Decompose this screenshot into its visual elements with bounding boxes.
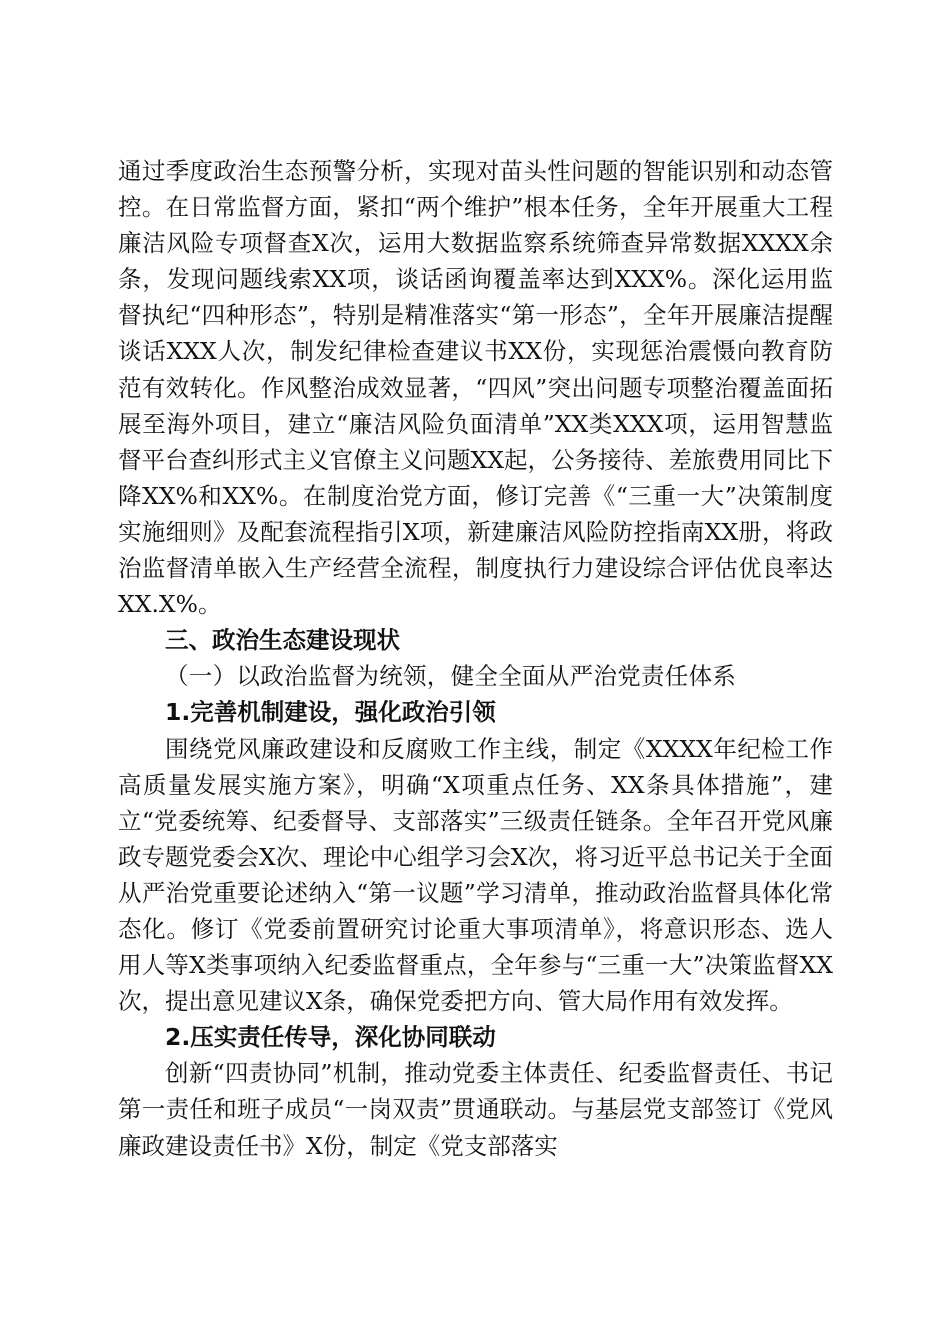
item1-heading: 1.完善机制建设，强化政治引领 (165, 698, 496, 727)
paragraph-continuation: 通过季度政治生态预警分析，实现对苗头性问题的智能识别和动态管控。在日常监督方面，紧扣“两个维护”根本任务，全年开展重大工程廉洁风险专项督查X次，运用大数据监察系统筛查异常数据XXXX余条，发现问题线索XX项，谈话函询覆盖率达到XXX%。深化运用监督执纪“四种形态”，特别是精准落实“第一形态”，全年开展廉洁提醒谈话XXX人次，制发纪律检查建议书XX份，实现惩治震慑向教育防范有效转化。作风整治成效显著，“四风”突出问题专项整治覆盖面拓展至海外项目，建立“廉洁风险负面清单”XX类XXX项，运用智慧监督平台查纠形式主义官僚主义问题XX起，公务接待、差旅费用同比下降XX%和XX%。在制度治党方面，修订完善《“三重一大”决策制度实施细则》及配套流程指引X项，新建廉洁风险防控指南XX册，将政治监督清单嵌入生产经营全流程，制度执行力建设综合评估优良率达XX.X%。 (118, 157, 833, 619)
section-heading: 三、政治生态建设现状 (165, 626, 400, 655)
item2-paragraph: 创新“四责协同”机制，推动党委主体责任、纪委监督责任、书记第一责任和班子成员“一岗双责”贯通联动。与基层党支部签订《党风廉政建设责任书》X份，制定《党支部落实 (118, 1059, 833, 1160)
item2-heading: 2.压实责任传导，深化协同联动 (165, 1023, 496, 1052)
document-body (118, 153, 833, 1164)
subsection-heading: （一）以政治监督为统领，健全全面从严治党责任体系 (165, 662, 737, 691)
item1-paragraph: 围绕党风廉政建设和反腐败工作主线，制定《XXXX年纪检工作高质量发展实施方案》，明确“X项重点任务、XX条具体措施”，建立“党委统筹、纪委督导、支部落实”三级责任链条。全年召开党风廉政专题党委会X次、理论中心组学习会X次，将习近平总书记关于全面从严治党重要论述纳入“第一议题”学习清单，推动政治监督具体化常态化。修订《党委前置研究讨论重大事项清单》，将意识形态、选人用人等X类事项纳入纪委监督重点，全年参与“三重一大”决策监督XX次，提出意见建议X条，确保党委把方向、管大局作用有效发挥。 (118, 734, 833, 1016)
